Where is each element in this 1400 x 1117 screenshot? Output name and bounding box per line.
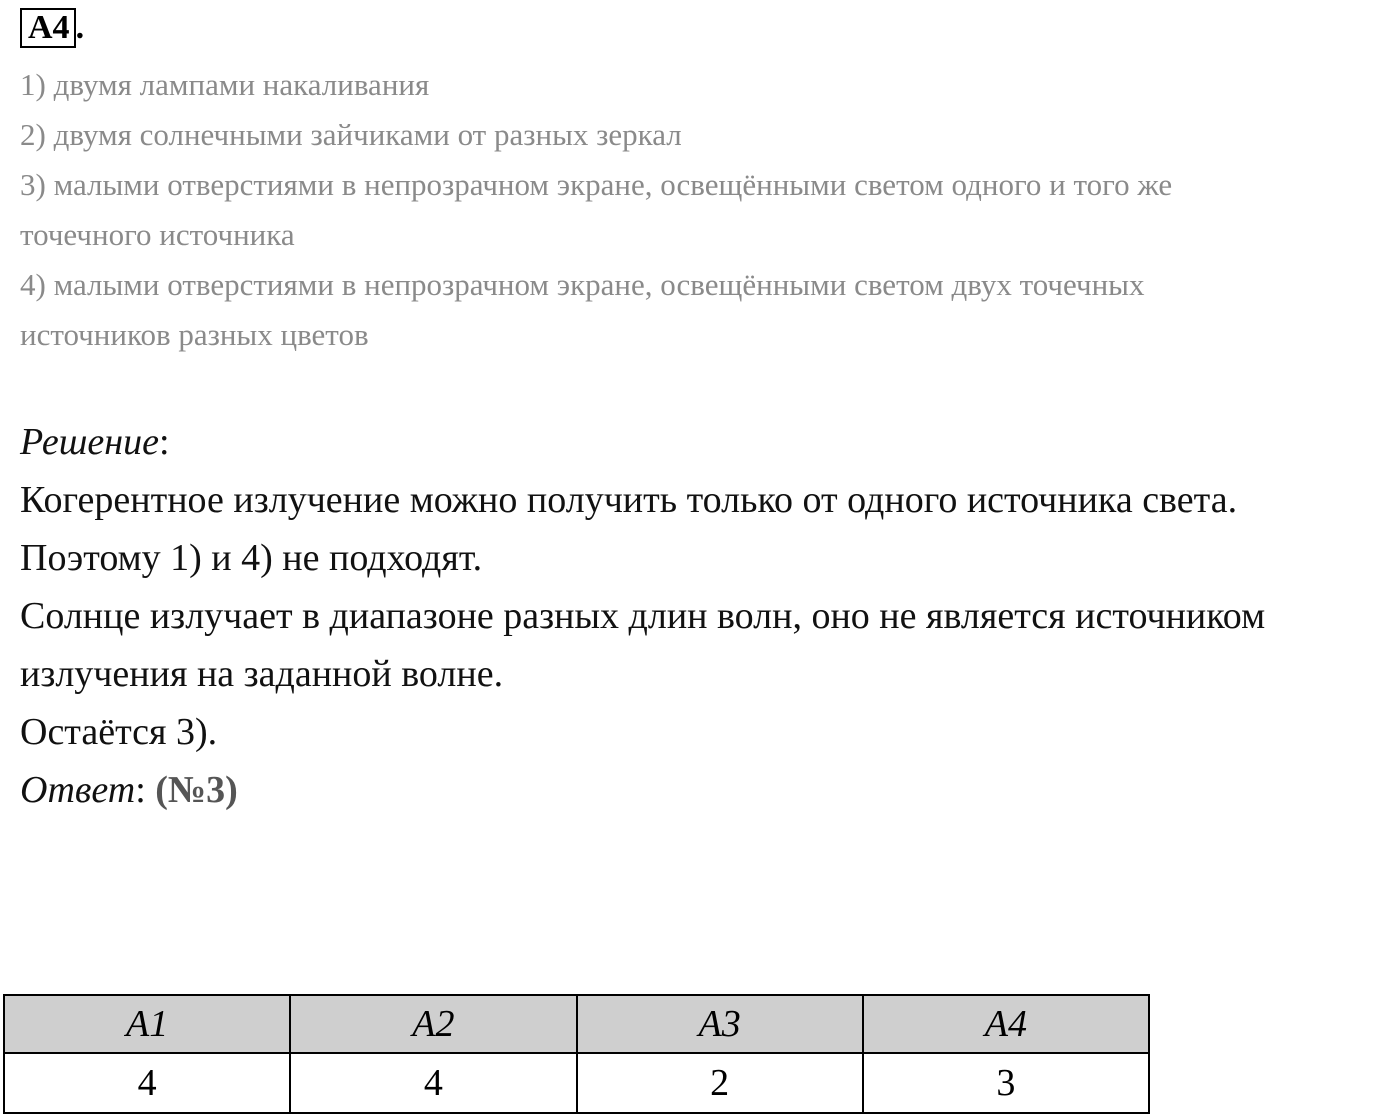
- solution-line: Солнце излучает в диапазоне разных длин волн, оно не является источником: [20, 595, 1266, 637]
- solution-block: [20, 413, 1400, 819]
- solution-line: Поэтому 1) и 4) не подходят.: [20, 537, 483, 579]
- table-header-cell: A1: [4, 995, 290, 1053]
- table-header-cell: A3: [577, 995, 863, 1053]
- solution-line: излучения на заданной волне.: [20, 653, 504, 695]
- option-line: 1) двумя лампами накаливания: [20, 67, 430, 102]
- answer-options: [20, 60, 1380, 360]
- answers-summary-table: [3, 994, 1150, 1114]
- solution-heading-colon: :: [158, 421, 170, 463]
- answer-value: (№3): [155, 769, 238, 811]
- table-cell: 4: [4, 1053, 290, 1113]
- table-cell: 4: [290, 1053, 576, 1113]
- option-line: 2) двумя солнечными зайчиками от разных зеркал: [20, 117, 682, 152]
- table-header-cell: A2: [290, 995, 576, 1053]
- solution-line: Остаётся 3).: [20, 711, 218, 753]
- option-line: точечного источника: [20, 217, 295, 252]
- table-cell: 3: [863, 1053, 1149, 1113]
- option-line: 3) малыми отверстиями в непрозрачном экране, освещёнными светом одного и того же: [20, 167, 1173, 202]
- table-header-cell: A4: [863, 995, 1149, 1053]
- answer-line: [20, 761, 1400, 819]
- task-number-dot: .: [75, 9, 85, 46]
- solution-line: Когерентное излучение можно получить только от одного источника света.: [20, 479, 1238, 521]
- table-row: [4, 1053, 1149, 1113]
- task-label: [20, 8, 84, 48]
- option-line: 4) малыми отверстиями в непрозрачном экране, освещёнными светом двух точечных: [20, 267, 1145, 302]
- answer-colon: :: [135, 769, 156, 811]
- table-header-row: [4, 995, 1149, 1053]
- answer-label: Ответ: [20, 769, 136, 811]
- solution-heading: Решение: [20, 421, 159, 463]
- solution-heading-line: [20, 413, 1400, 471]
- task-number: A4: [20, 8, 76, 48]
- table-cell: 2: [577, 1053, 863, 1113]
- option-line: источников разных цветов: [20, 317, 369, 352]
